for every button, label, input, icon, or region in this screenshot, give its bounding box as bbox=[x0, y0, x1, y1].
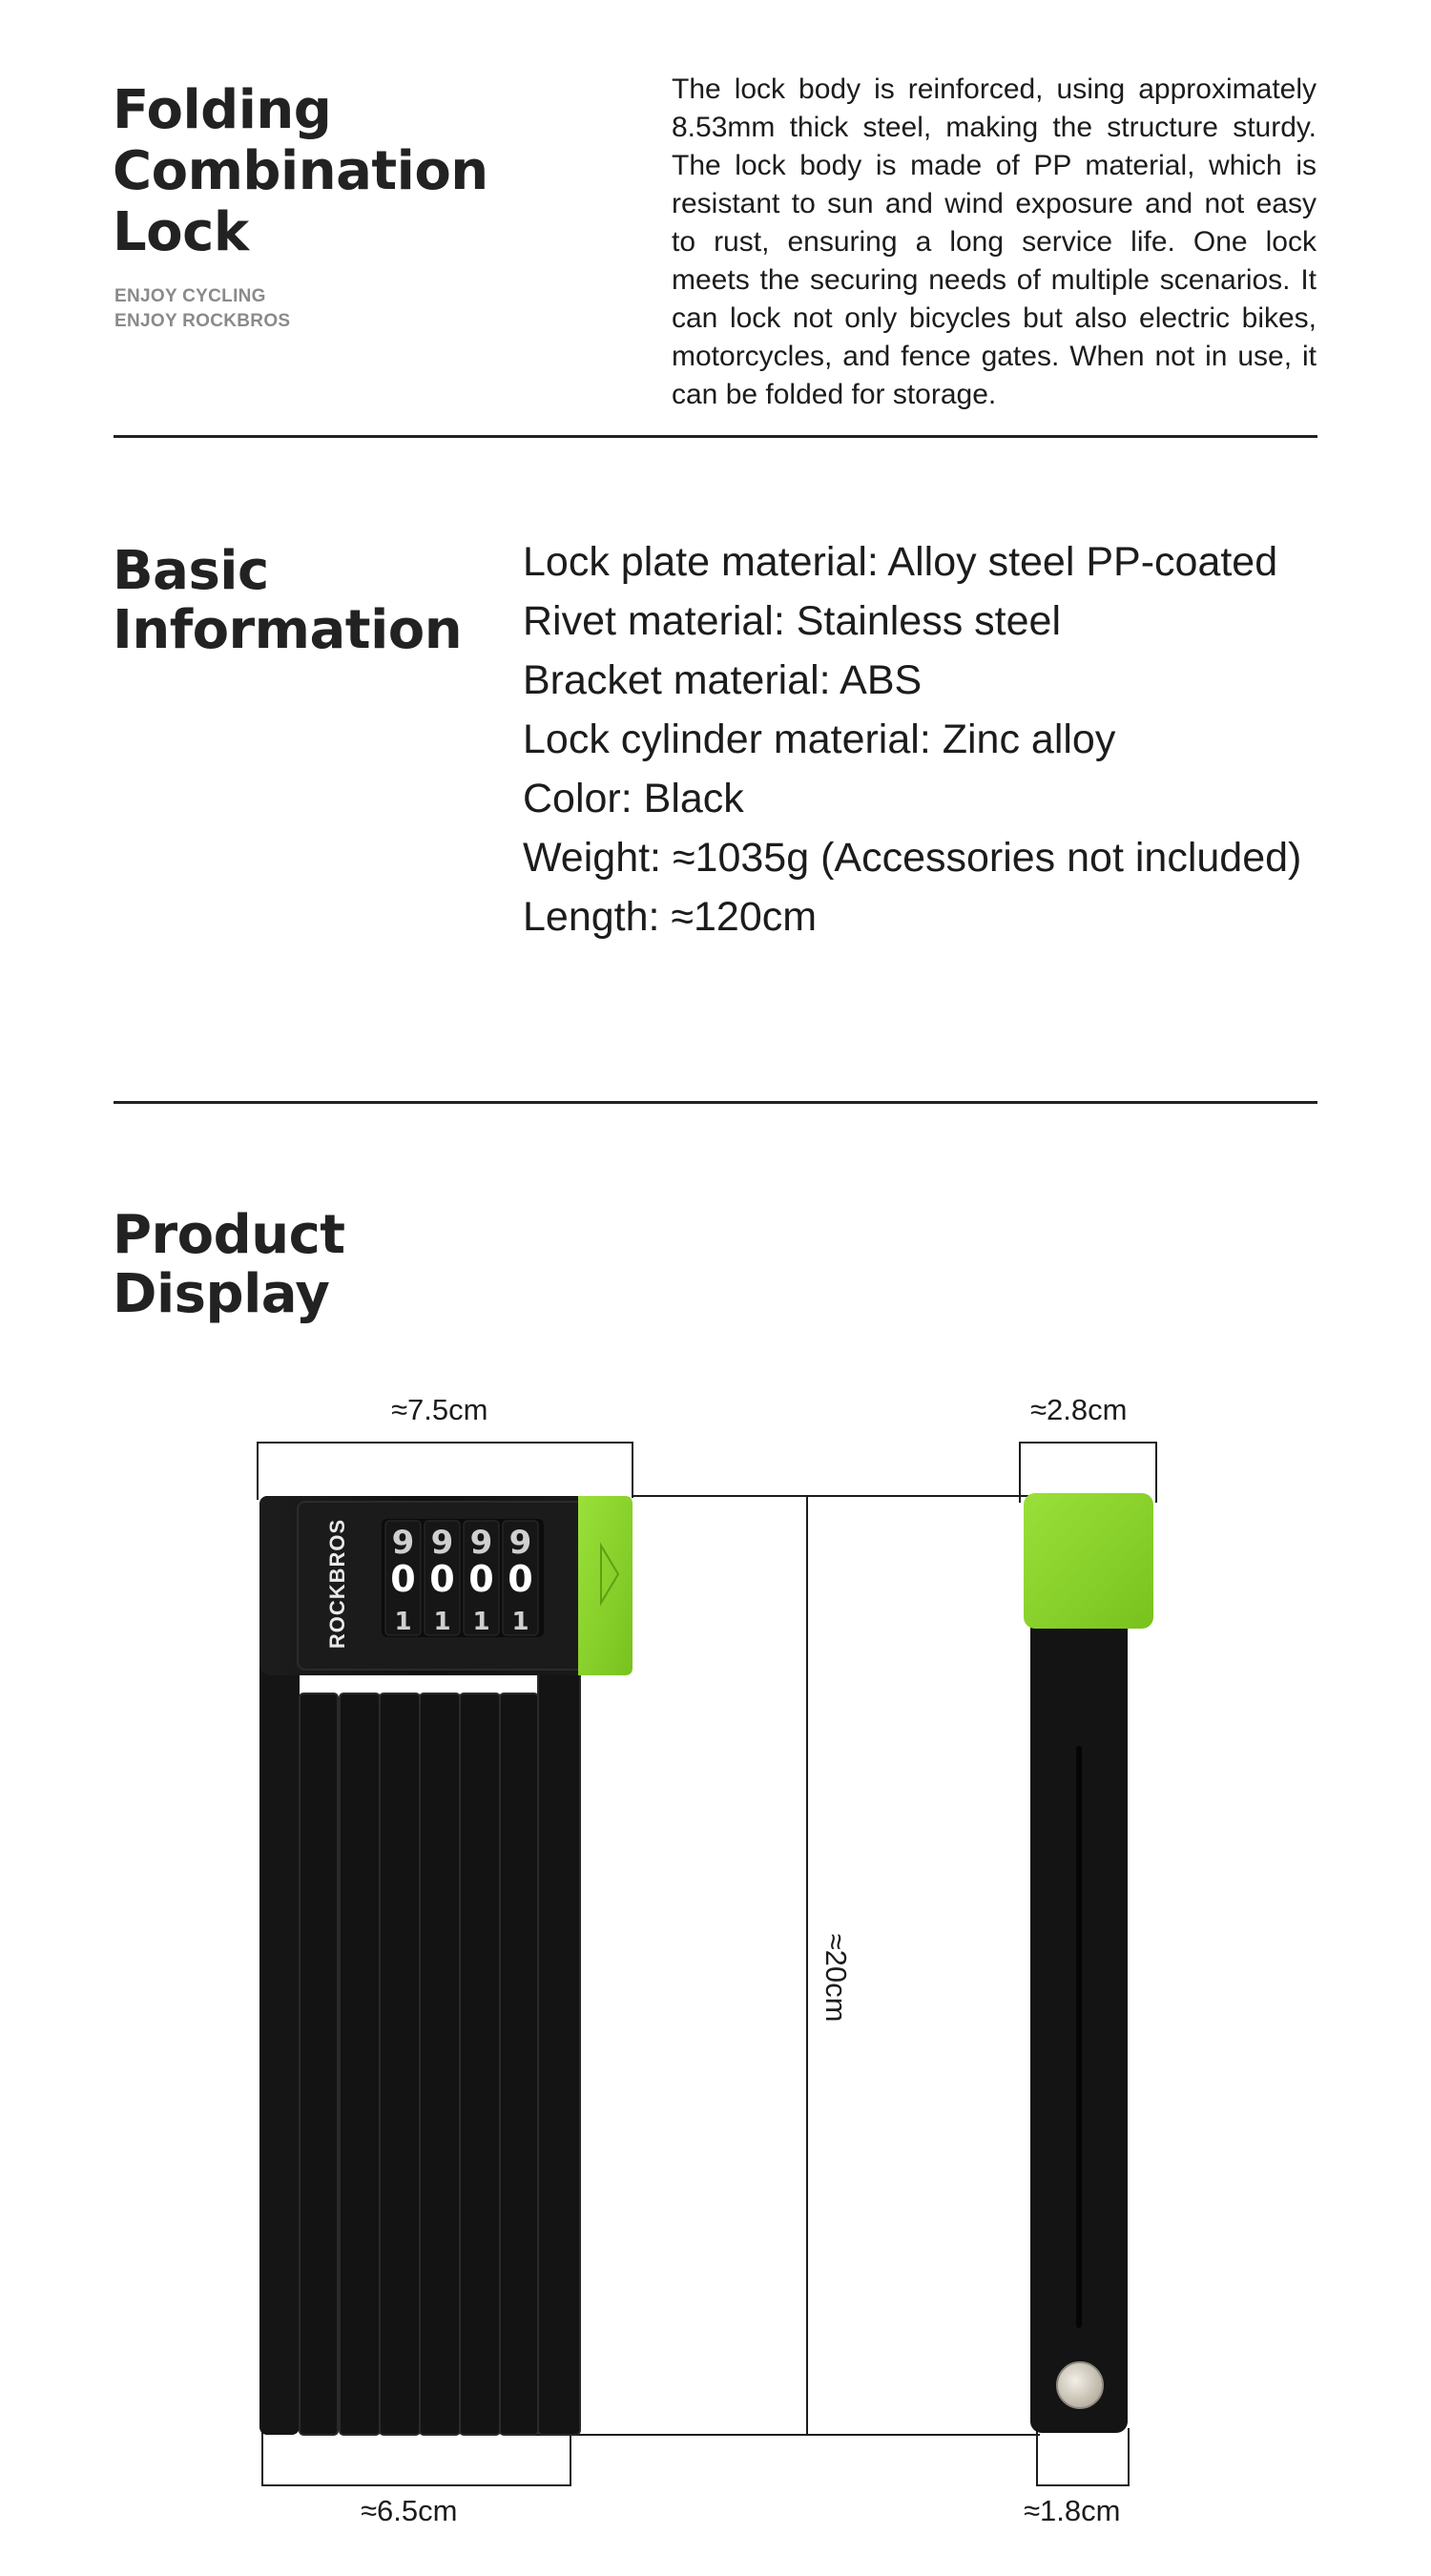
dial-digit: 0 bbox=[390, 1558, 416, 1600]
title-line-2: Combination Lock bbox=[113, 140, 488, 263]
product-display-heading-line-2: Display bbox=[113, 1263, 330, 1325]
dimension-label-side-top: ≈2.8cm bbox=[1030, 1393, 1128, 1426]
spec-item-cylinder: Lock cylinder material: Zinc alloy bbox=[523, 717, 1116, 762]
dial-digit: 9 bbox=[391, 1524, 415, 1562]
dial-digit: 1 bbox=[433, 1608, 451, 1636]
lock-plate bbox=[460, 1693, 500, 2435]
dimension-label-side-bottom: ≈1.8cm bbox=[1024, 2494, 1121, 2527]
spec-item-color: Color: Black bbox=[523, 776, 744, 821]
dial-digit: 1 bbox=[511, 1608, 529, 1636]
spec-item-bracket: Bracket material: ABS bbox=[523, 657, 923, 703]
dimension-label-front-top: ≈7.5cm bbox=[391, 1393, 488, 1426]
dial-digit: 1 bbox=[472, 1608, 490, 1636]
front-top-width-bracket bbox=[258, 1443, 633, 1500]
spec-item-plate: Lock plate material: Alloy steel PP-coated bbox=[523, 539, 1278, 585]
tagline-brand: ENJOY ROCKBROS bbox=[114, 311, 291, 331]
dial-digit: 0 bbox=[468, 1558, 494, 1600]
brand-logo-text: ROCKBROS bbox=[325, 1518, 349, 1650]
lock-side-green-cap bbox=[1024, 1493, 1153, 1629]
dial-digit: 9 bbox=[508, 1524, 532, 1562]
lock-green-cap bbox=[578, 1496, 633, 1675]
rivet-icon bbox=[1057, 2362, 1103, 2408]
side-bottom-width-bracket bbox=[1037, 2428, 1129, 2485]
lock-front-view bbox=[259, 1496, 633, 2435]
lock-plate bbox=[380, 1693, 420, 2435]
lock-plate bbox=[300, 1693, 338, 2435]
dimension-label-front-bottom: ≈6.5cm bbox=[361, 2494, 458, 2527]
product-description: The lock body is reinforced, using approximately 8.53mm thick steel, making the structure sturdy. The lock body is made of PP material, which is resistant to sun and wind exposure and not easy to rust, ensuring a long service life. One lock meets the securing needs of multiple scenarios. It can lock not only bicycles but also electric bikes, motorcycles, and fence gates. When not in use, it can be folded for storage. bbox=[672, 73, 1317, 410]
product-display-heading-line-1: Product bbox=[113, 1204, 345, 1266]
dimension-label-height: ≈20cm bbox=[819, 1933, 853, 2023]
dial-digit: 1 bbox=[394, 1608, 412, 1636]
tagline-cycling: ENJOY CYCLING bbox=[114, 286, 266, 306]
spec-item-rivet: Rivet material: Stainless steel bbox=[523, 598, 1061, 644]
lock-plate bbox=[500, 1693, 538, 2435]
basic-info-heading-line-1: Basic bbox=[113, 540, 269, 602]
lock-plate bbox=[340, 1693, 380, 2435]
dial-digit: 0 bbox=[508, 1558, 533, 1600]
basic-info-heading-line-2: Information bbox=[113, 599, 463, 661]
dial-digit: 9 bbox=[469, 1524, 493, 1562]
lock-plate bbox=[538, 1672, 580, 2435]
title-line-1: Folding bbox=[113, 79, 332, 141]
lock-plate bbox=[420, 1693, 460, 2435]
spec-item-length: Length: ≈120cm bbox=[523, 894, 818, 940]
lock-side-view bbox=[1024, 1493, 1153, 2433]
dial-digit: 9 bbox=[430, 1524, 454, 1562]
dial-digit: 0 bbox=[429, 1558, 455, 1600]
spec-item-weight: Weight: ≈1035g (Accessories not included) bbox=[523, 835, 1302, 881]
